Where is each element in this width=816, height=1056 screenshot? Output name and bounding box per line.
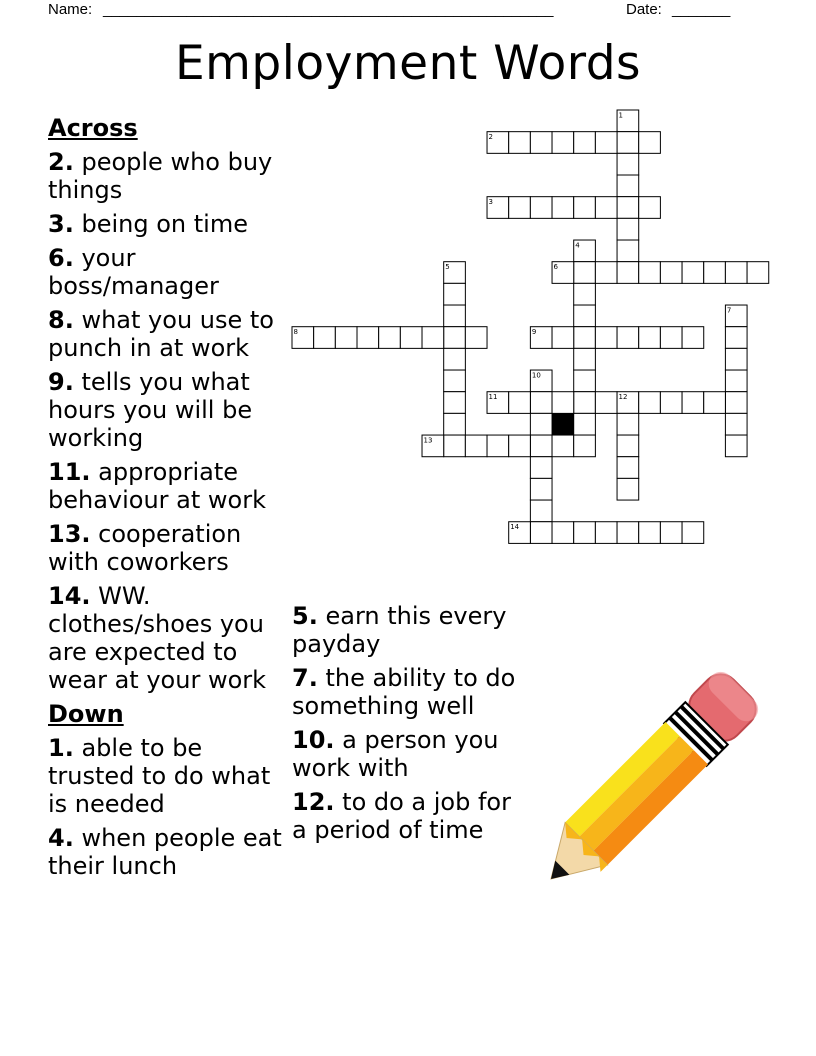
grid-cell[interactable] [357,327,379,349]
grid-cell[interactable] [444,370,466,392]
grid-cell[interactable] [552,435,574,457]
grid-cell[interactable] [617,413,639,435]
grid-cell[interactable] [530,435,552,457]
grid-number: 1 [618,111,624,120]
down-heading: Down [48,700,124,728]
grid-cell[interactable] [682,327,704,349]
grid-cell[interactable] [552,197,574,219]
grid-cell[interactable] [595,132,617,154]
grid-cell[interactable] [530,522,552,544]
grid-cell[interactable] [465,327,487,349]
grid-cell[interactable] [530,500,552,522]
grid-cell[interactable] [530,457,552,479]
grid-cell[interactable] [639,197,661,219]
grid-cell[interactable] [617,153,639,175]
grid-cell[interactable] [509,435,531,457]
grid-cell[interactable] [639,327,661,349]
grid-cell[interactable] [574,522,596,544]
grid-number: 10 [531,371,541,380]
grid-cell[interactable] [660,327,682,349]
grid-cell[interactable] [574,348,596,370]
grid-cell[interactable] [574,283,596,305]
grid-cell[interactable] [682,392,704,414]
grid-cell[interactable] [617,457,639,479]
grid-cell[interactable] [574,327,596,349]
grid-cell[interactable] [660,392,682,414]
grid-cell[interactable] [444,435,466,457]
grid-cell[interactable] [552,522,574,544]
grid-cell[interactable] [617,435,639,457]
grid-cell[interactable] [639,132,661,154]
across-heading: Across [48,114,138,142]
grid-cell[interactable] [725,327,747,349]
grid-cell[interactable] [444,413,466,435]
across-clue: 13. cooperation with coworkers [48,520,242,576]
down-clue: 5. earn this every payday [292,602,507,658]
grid-cell[interactable] [574,305,596,327]
grid-cell[interactable] [465,435,487,457]
grid-cell[interactable] [725,435,747,457]
grid-cell[interactable] [617,522,639,544]
grid-cell[interactable] [574,197,596,219]
pencil-icon [520,650,780,910]
grid-cell[interactable] [595,327,617,349]
grid-cell[interactable] [617,218,639,240]
grid-number: 8 [293,328,298,337]
grid-number: 13 [423,436,433,445]
grid-cell[interactable] [725,392,747,414]
grid-cell[interactable] [509,392,531,414]
grid-cell[interactable] [574,370,596,392]
page-title: Employment Words [174,36,642,91]
grid-cell[interactable] [639,392,661,414]
down-clue: 4. when people eat their lunch [48,824,282,880]
grid-cell[interactable] [574,392,596,414]
across-clue: 11. appropriate behaviour at work [48,458,267,514]
name-field[interactable]: ______________________________________________________ [103,1,554,18]
grid-cell[interactable] [530,197,552,219]
down-clue: 12. to do a job for a period of time [292,788,511,844]
grid-cell[interactable] [617,262,639,284]
grid-cell[interactable] [509,197,531,219]
across-clue: 8. what you use to punch in at work [48,306,274,362]
clues-right-column [292,602,532,850]
grid-cell[interactable] [574,132,596,154]
grid-cell[interactable] [660,262,682,284]
grid-cell[interactable] [595,522,617,544]
grid-cell[interactable] [422,327,444,349]
grid-number: 14 [510,523,520,532]
grid-cell[interactable] [617,240,639,262]
grid-number: 5 [445,263,450,272]
across-clue: 9. tells you what hours you will be working [48,368,253,452]
grid-cell[interactable] [379,327,401,349]
grid-cell[interactable] [335,327,357,349]
grid-number: 2 [488,133,493,142]
down-clue: 1. able to be trusted to do what is needed [48,734,271,818]
grid-cell[interactable] [400,327,422,349]
grid-cell[interactable] [725,262,747,284]
grid-cell[interactable] [595,197,617,219]
grid-cell[interactable] [552,327,574,349]
grid-cell[interactable] [704,392,726,414]
grid-number: 12 [618,393,628,402]
across-clue: 2. people who buy things [48,148,273,204]
grid-cell[interactable] [617,327,639,349]
across-clue: 14. WW. clothes/shoes you are expected to wear at your work [48,582,267,694]
grid-cell[interactable] [704,262,726,284]
grid-number: 9 [531,328,537,337]
grid-cell[interactable] [617,175,639,197]
grid-number: 7 [726,306,732,315]
grid-cell[interactable] [660,522,682,544]
grid-number: 11 [488,393,498,402]
grid-cell[interactable] [444,327,466,349]
grid-cell[interactable] [639,522,661,544]
grid-cell[interactable] [595,392,617,414]
grid-cell[interactable] [444,392,466,414]
grid-cell[interactable] [725,413,747,435]
grid-cell[interactable] [530,132,552,154]
grid-cell[interactable] [509,132,531,154]
grid-cell[interactable] [530,413,552,435]
grid-cell[interactable] [530,392,552,414]
date-field[interactable]: _______ [672,1,731,18]
grid-cell[interactable] [595,262,617,284]
grid-cell[interactable] [639,262,661,284]
grid-cell[interactable] [725,370,747,392]
grid-cell[interactable] [314,327,336,349]
grid-cell[interactable] [682,262,704,284]
grid-number: 3 [488,198,493,207]
grid-number: 6 [553,263,559,272]
grid-cell[interactable] [617,478,639,500]
grid-cell[interactable] [725,348,747,370]
grid-cell[interactable] [552,392,574,414]
grid-cell[interactable] [574,262,596,284]
across-clue: 6. your boss/manager [48,244,219,300]
name-label: Name: [48,1,93,18]
grid-cell[interactable] [487,435,509,457]
grid-block [552,413,574,435]
date-label: Date: [626,1,662,18]
grid-cell[interactable] [444,348,466,370]
grid-cell[interactable] [617,197,639,219]
down-clue: 7. the ability to do something well [292,664,516,720]
grid-cell[interactable] [574,413,596,435]
grid-cell[interactable] [617,132,639,154]
grid-cell[interactable] [530,478,552,500]
grid-number: 4 [575,241,580,250]
across-clue: 3. being on time [48,210,248,238]
grid-cell[interactable] [444,305,466,327]
grid-cell[interactable] [574,435,596,457]
down-clue: 10. a person you work with [292,726,499,782]
grid-cell[interactable] [747,262,769,284]
grid-cell[interactable] [552,132,574,154]
grid-cell[interactable] [444,283,466,305]
grid-cell[interactable] [682,522,704,544]
